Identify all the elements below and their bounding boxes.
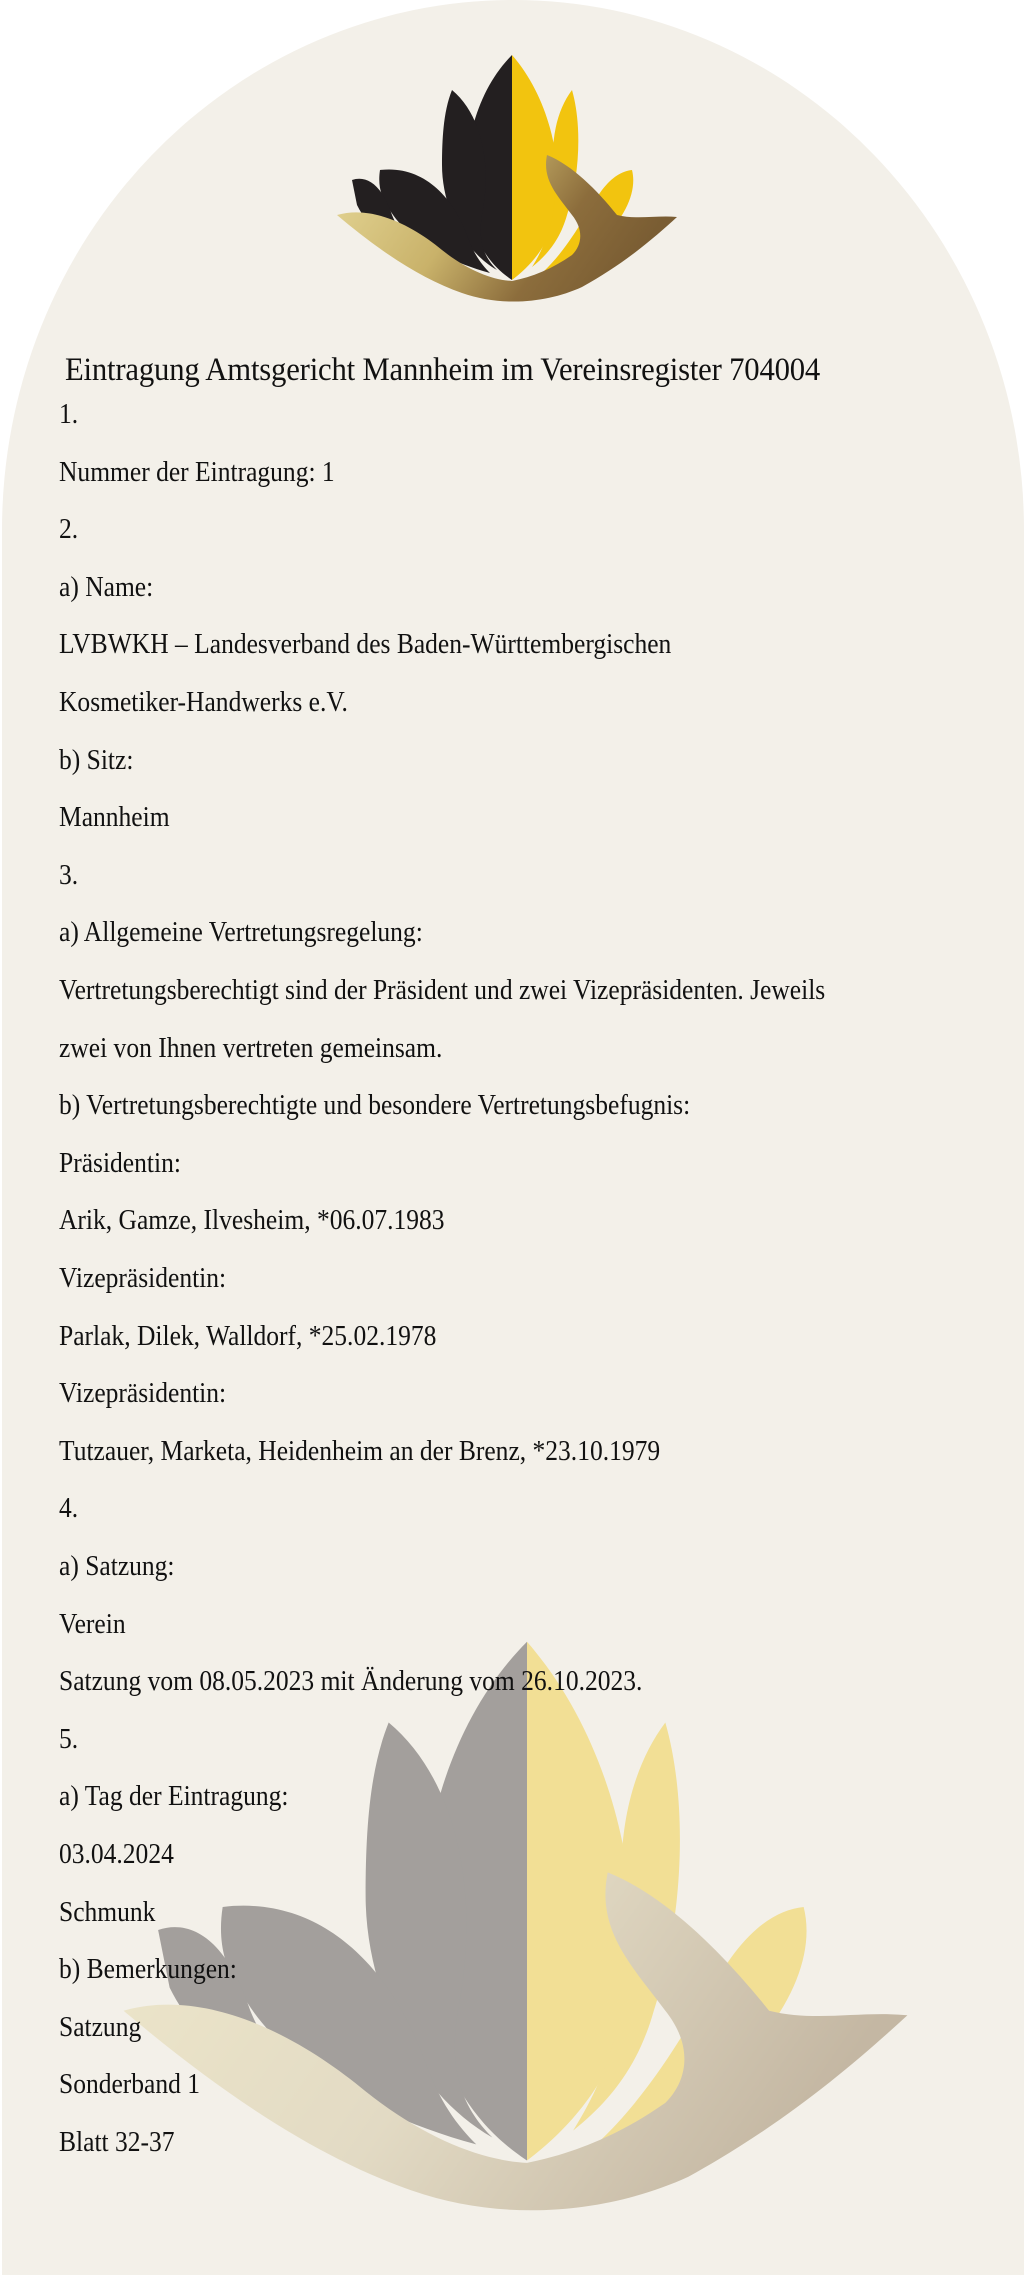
entry-line: Satzung vom 08.05.2023 mit Änderung vom 26.10.2023. (59, 1665, 643, 1698)
entry-line: Nummer der Eintragung: 1 (59, 455, 335, 488)
entry-line: Schmunk (59, 1895, 156, 1928)
entry-line: LVBWKH – Landesverband des Baden-Württembergischen (59, 628, 672, 661)
entry-line: Verein (59, 1607, 126, 1640)
entry-line: b) Vertretungsberechtigte und besondere Vertretungsbefugnis: (59, 1089, 691, 1122)
entry-line: 1. (59, 398, 79, 430)
entry-line: b) Bemerkungen: (59, 1953, 237, 1986)
entry-line: b) Sitz: (59, 743, 134, 776)
entry-line: Kosmetiker-Handwerks e.V. (59, 686, 348, 718)
entry-line: Arik, Gamze, Ilvesheim, *06.07.1983 (59, 1204, 445, 1237)
entry-line: a) Name: (59, 570, 154, 603)
entry-line: Sonderband 1 (59, 2068, 201, 2101)
entry-line: Vertretungsberechtigt sind der Präsident und zwei Vizepräsidenten. Jeweils (59, 974, 826, 1006)
entry-line: 5. (59, 1722, 79, 1755)
entry-line: 3. (59, 858, 79, 891)
entry-line: a) Allgemeine Vertretungsregelung: (59, 916, 423, 949)
entry-line: Mannheim (59, 801, 170, 834)
entry-line: zwei von Ihnen vertreten gemeinsam. (59, 1031, 443, 1064)
entry-line: Tutzauer, Marketa, Heidenheim an der Brenz, *23.10.1979 (59, 1434, 661, 1467)
entry-line: Satzung (59, 2010, 142, 2043)
entry-line: Blatt 32-37 (59, 2126, 175, 2158)
entry-line: Vizepräsidentin: (59, 1377, 227, 1410)
entry-line: Vizepräsidentin: (59, 1262, 227, 1294)
document-panel (2, 0, 1024, 2275)
entry-line: a) Tag der Eintragung: (59, 1780, 289, 1813)
register-entry (2, 0, 1024, 2275)
page-title: Eintragung Amtsgericht Mannheim im Vereinsregister 704004 (65, 352, 821, 388)
entry-line: Parlak, Dilek, Walldorf, *25.02.1978 (59, 1319, 437, 1352)
entry-line: Präsidentin: (59, 1146, 181, 1179)
entry-line: 2. (59, 513, 79, 546)
entry-line: 4. (59, 1492, 79, 1525)
entry-line: 03.04.2024 (59, 1838, 174, 1870)
entry-line: a) Satzung: (59, 1550, 175, 1582)
